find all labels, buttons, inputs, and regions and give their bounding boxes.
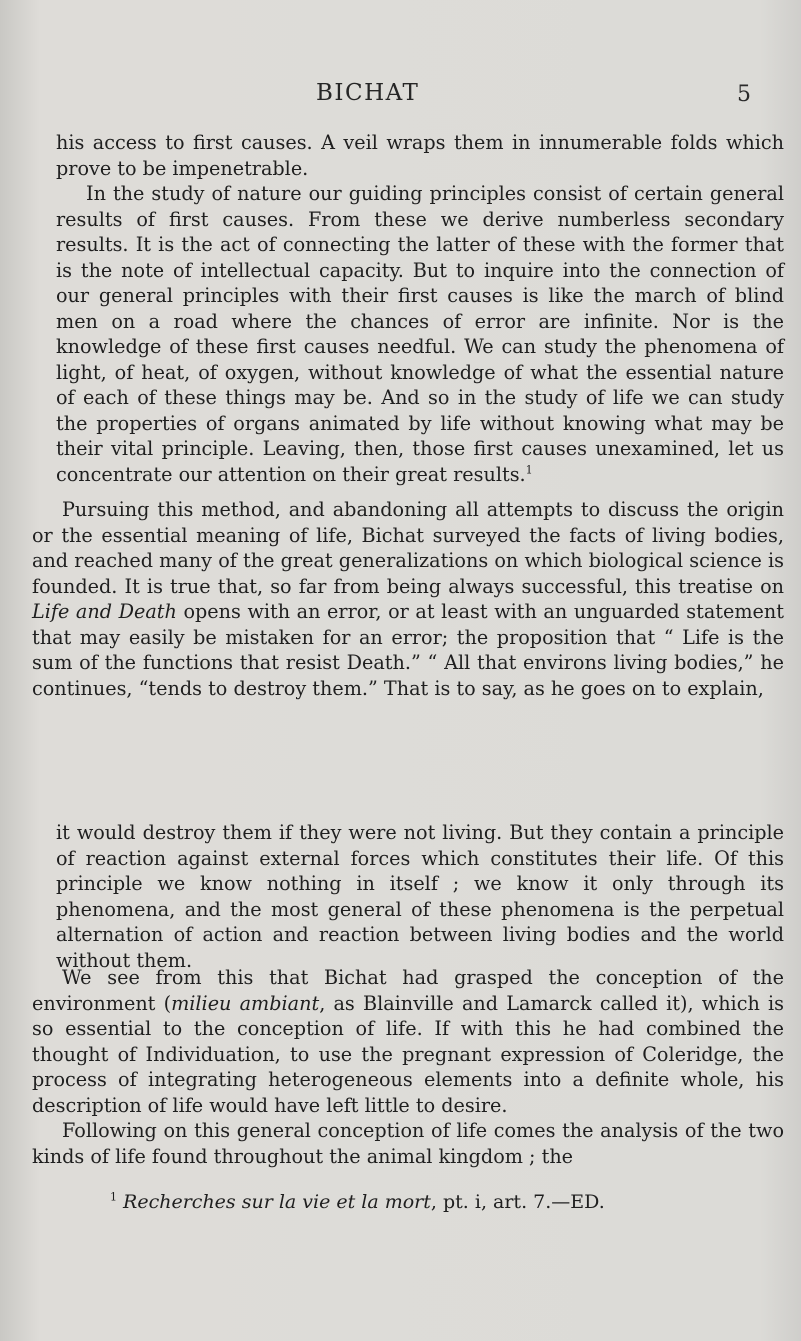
paragraph-analysis: Following on this general conception of life comes the analysis of the two kinds of life found throughout the animal kingdom ; the (32, 1119, 784, 1168)
text-block-first-causes (56, 130, 784, 487)
paragraph-text: In the study of nature our guiding principles consist of certain general results of first causes. From these we derive numberless secondary results. It is the act of connecting the latter of these with the former that is the note of intellectual capacity. But to inquire into the connection of our general principles with their first causes is like the march of blind men on a road where the chances of error are infinite. Nor is the knowledge of these first causes needful. We can study the phenomena of light, of heat, of oxygen, without knowledge of what the essential nature of each of these things may be. And so in the study of life we can study the properties of organs animated by life without knowing what may be their vital principle. Leaving, then, those first causes unexamined, let us concentrate our attention on their great results. (56, 182, 784, 486)
footnote-citation: , pt. i, art. 7.—ED. (430, 1191, 605, 1213)
paragraph-environment (32, 965, 784, 1118)
block-quote (56, 820, 784, 973)
paragraph-text-part-1: Pursuing this method, and abandoning all attempts to discuss the origin or the essential meaning of life, Bichat surveyed the facts of living bodies, and reached many of the great generalizations on which biological science is founded. It is true that, so far from being always successful, this treatise on (32, 498, 784, 598)
paragraph-guiding-principles (56, 181, 784, 487)
page-number: 5 (737, 82, 751, 107)
text-block-pursuing-method (32, 497, 784, 701)
quoted-passage: it would destroy them if they were not living. But they contain a principle of reaction against external forces which constitutes their life. Of this principle we know nothing in itself ; we know it only through its phenomena, and the most general of these phenomena is the perpetual alternation of action and reaction between living bodies and the world without them. (56, 821, 784, 972)
footnote-marker: 1 (110, 1190, 117, 1204)
running-head: BICHAT (316, 80, 420, 106)
paragraph-text-part-1: We see from this that Bichat had grasped the conception of the environment ( (32, 966, 784, 1015)
paragraph-text-part-2: , as Blainville and Lamarck called it), which is so essential to the conception of life. If with this he had combined the thought of Individuation, to use the pregnant expression of Coleridge, the process of integrating heterogeneous elements into a definite whole, his description of life would have left little to desire. (32, 991, 784, 1117)
paragraph-pursuing (32, 497, 784, 701)
footnote (110, 1190, 790, 1215)
text-block-environment (32, 965, 784, 1169)
book-title: Life and Death (32, 600, 177, 623)
italic-term: milieu ambiant (171, 991, 320, 1015)
paragraph-continuation: his access to first causes. A veil wraps them in innumerable folds which prove to be impenetrable. (56, 131, 784, 180)
footnote-title: Recherches sur la vie et la mort (123, 1191, 431, 1213)
page-header (0, 80, 801, 110)
footnote-reference: 1 (525, 463, 533, 477)
paragraph-text-part-2: opens with an error, or at least with an unguarded statement that may easily be mistaken for an error; the proposition that “ Life is the sum of the functions that resist Death.” “ All that environs living bodies,” he continues, “tends to destroy them.” That is to say, as he goes on to explain, (32, 600, 784, 700)
